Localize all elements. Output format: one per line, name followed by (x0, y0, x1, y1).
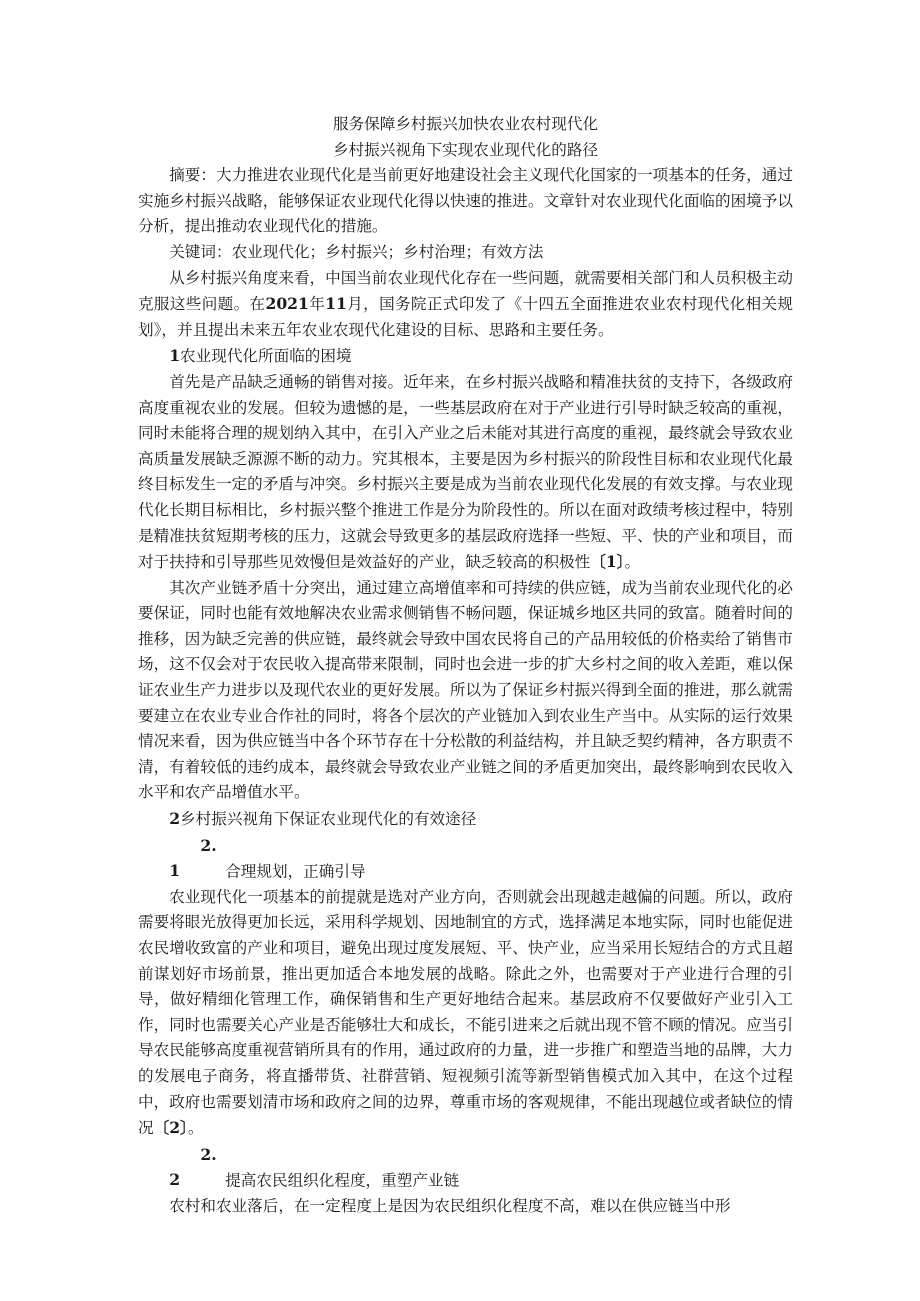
intro-year: 2021 (265, 294, 309, 314)
section-2-title: 乡村振兴视角下保证农业现代化的有效途径 (180, 810, 477, 829)
citation-2: 〔2〕 (153, 1118, 188, 1138)
section-2-1-paragraph-text: 农业现代化一项基本的前提就是选对产业方向，否则就会出现越走越偏的问题。所以，政府需要将眼光放得更加长远，采用科学规划、因地制宜的方式，选择满足本地实际，同时也能促进农民增收致富的产业和项目，避免出现过度发展短、平、快产业，应当采用长短结合的方式且超前谋划好市场前景，推出更加适合本地发展的战略。除此之外，也需要对于产业进行合理的引导，做好精细化管理工作，确保销售和生产更好地结合起来。基层政府不仅要做好产业引入工作，同时也需要关心产业是否能够壮大和成长，不能引进来之后就出现不管不顾的情况。应当引导农民能够高度重视营销所具有的作用，通过政府的力量，进一步推广和塑造当地的品牌，大力的发展电子商务，将直播带货、社群营销、短视频引流等新型销售模式加入其中，在这个过程中，政府也需要划清市场和政府之间的边界，尊重市场的客观规律，不能出现越位或者缺位的情况 (138, 887, 793, 1138)
section-2-1-number: 2.1 (169, 835, 217, 881)
citation-1: 〔1〕 (590, 552, 625, 572)
section-2-1-paragraph-end: 。 (187, 1119, 204, 1138)
section-1-number: 1 (169, 346, 181, 366)
section-2-heading (138, 806, 793, 833)
section-1-paragraph-1 (138, 370, 793, 576)
section-2-1-paragraph (138, 885, 793, 1142)
section-2-2-title: 提高农民组织化程度，重塑产业链 (225, 1171, 460, 1190)
section-2-1-title: 合理规划，正确引导 (225, 862, 366, 881)
section-1-heading (138, 343, 793, 370)
intro-text-2: 年 (308, 295, 326, 314)
section-1-paragraph-1-end: 。 (624, 553, 641, 572)
section-1-paragraph-1-text: 首先是产品缺乏通畅的销售对接。近年来，在乡村振兴战略和精准扶贫的支持下，各级政府高度重视农业的发展。但较为遗憾的是，一些基层政府在对于产业进行引导时缺乏较高的重视，同时未能将合理的规划纳入其中，在引入产业之后未能对其进行高度的重视，最终就会导致农业高质量发展缺乏源源不断的动力。究其根本，主要是因为乡村振兴的阶段性目标和农业现代化最终目标发生一定的矛盾与冲突。乡村振兴主要是成为当前农业现代化发展的有效支撑。与农业现代化长期目标相比，乡村振兴整个推进工作是分为阶段性的。所以在面对政绩考核过程中，特别是精准扶贫短期考核的压力，这就会导致更多的基层政府选择一些短、平、快的产业和项目，而对于扶持和引导那些见效慢但是效益好的产业，缺乏较高的积极性 (138, 372, 793, 572)
intro-text-3: 月，国务院正式印发了《十四五全面推进农业农村现代化相关规划》，并且提出未来五年农业农现代化建设的目标、思路和主要任务。 (138, 295, 793, 339)
section-2-2-number: 2.2 (169, 1144, 217, 1190)
section-2-number: 2 (169, 809, 181, 829)
section-1-title: 农业现代化所面临的困境 (180, 347, 352, 366)
intro-text-1: 从乡村振兴角度来看，中国当前农业现代化存在一些问题，就需要相关部门和人员积极主动克服这些问题。在 (138, 268, 793, 314)
document-subtitle: 乡村振兴视角下实现农业现代化的路径 (332, 140, 599, 159)
keywords-paragraph: 关键词：农业现代化；乡村振兴；乡村治理；有效方法 (169, 242, 544, 261)
section-2-2-paragraph: 农村和农业落后，在一定程度上是因为农民组织化程度不高，难以在供应链当中形 (169, 1196, 731, 1215)
intro-month: 11 (325, 294, 347, 314)
section-2-2-heading (138, 1142, 793, 1194)
intro-paragraph (138, 266, 793, 344)
section-2-1-heading (138, 833, 793, 885)
document-page (138, 112, 793, 1220)
abstract-paragraph: 摘要：大力推进农业现代化是当前更好地建设社会主义现代化国家的一项基本的任务，通过实施乡村振兴战略，能够保证农业现代化得以快速的推进。文章针对农业现代化面临的困境予以分析，提出推动农业现代化的措施。 (138, 166, 793, 236)
document-title: 服务保障乡村振兴加快农业农村现代化 (332, 115, 599, 133)
section-1-paragraph-2: 其次产业链矛盾十分突出，通过建立高增值率和可持续的供应链，成为当前农业现代化的必要保证，同时也能有效地解决农业需求侧销售不畅问题，保证城乡地区共同的致富。随着时间的推移，因为缺乏完善的供应链，最终就会导致中国农民将自己的产品用较低的价格卖给了销售市场，这不仅会对于农民收入提高带来限制，同时也会进一步的扩大乡村之间的收入差距，难以保证农业生产力进步以及现代农业的更好发展。所以为了保证乡村振兴得到全面的推进，那么就需要建立在农业专业合作社的同时，将各个层次的产业链加入到农业生产当中。从实际的运行效果情况来看，因为供应链当中各个环节存在十分松散的利益结构，并且缺乏契约精神，各方职责不清，有着较低的违约成本，最终就会导致农业产业链之间的矛盾更加突出，最终影响到农民收入水平和农产品增值水平。 (138, 578, 793, 802)
